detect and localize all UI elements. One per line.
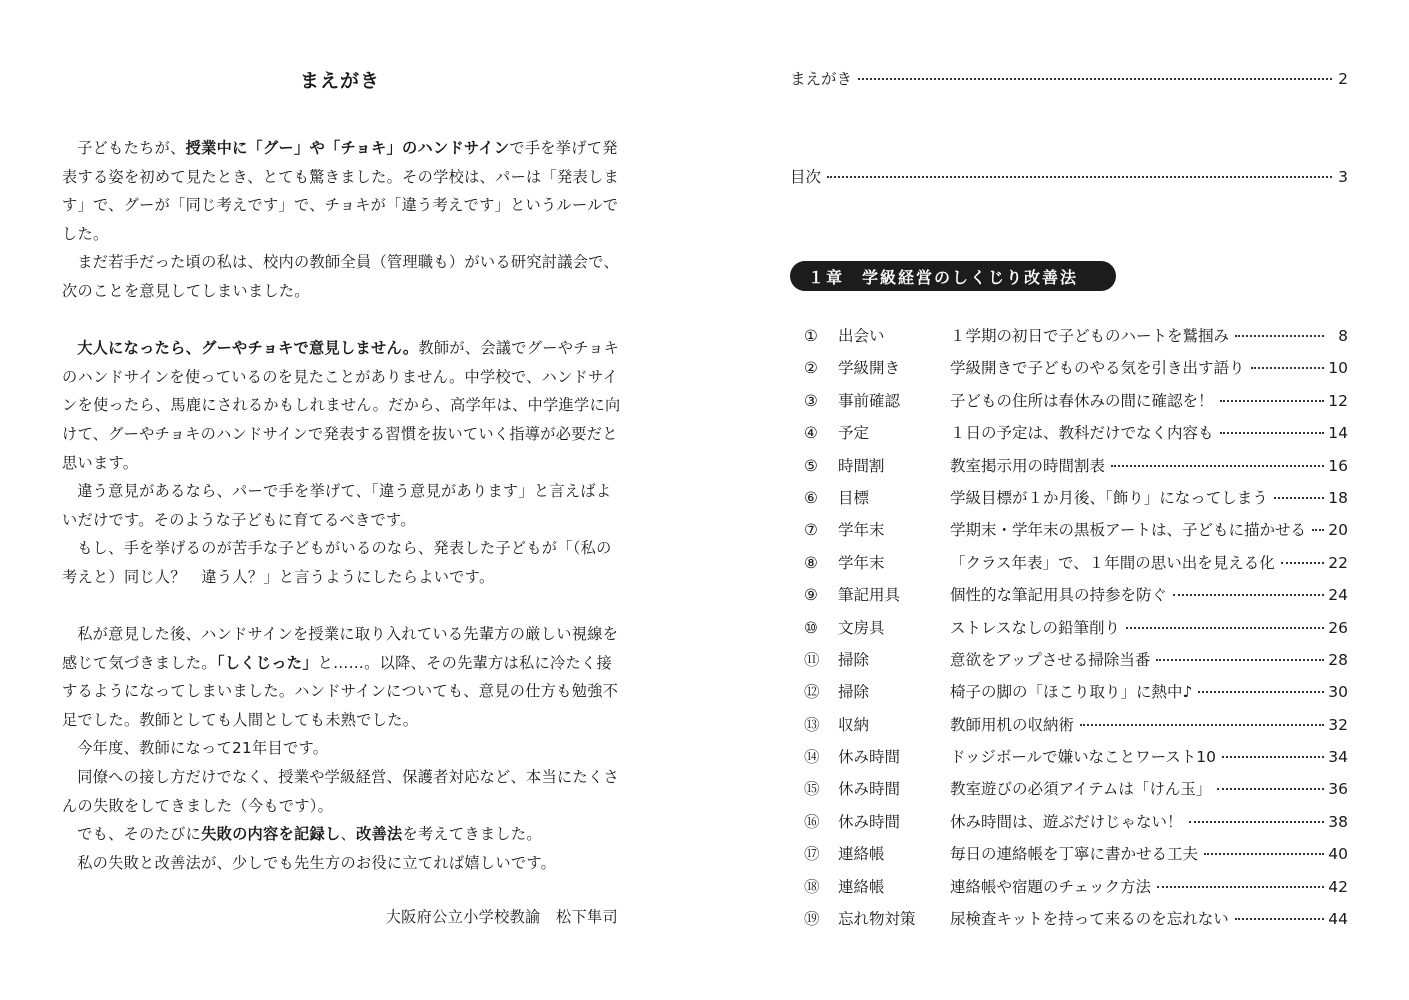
signature: 大阪府公立小学校教諭 松下隼司 (385, 908, 618, 926)
toc-entry-page: 30 (1328, 683, 1348, 702)
toc-entry-number: ⑭ (804, 748, 820, 767)
toc-front-label: 目次 (790, 168, 822, 186)
leader-dots (1235, 335, 1324, 337)
right-page (790, 0, 1350, 1000)
toc-entry-number: ⑦ (804, 521, 818, 540)
toc-entry-category: 出会い (838, 327, 885, 345)
toc-entry-title: ドッジボールで嫌いなことワースト10 (950, 748, 1217, 767)
toc-entry-title: 尿検査キットを持って来るのを忘れない (950, 910, 1229, 929)
toc-entry (790, 389, 1348, 421)
leader-dots (1222, 756, 1324, 758)
toc-entry-title: 学期末・学年末の黒板アートは、子どもに描かせる (950, 521, 1307, 540)
leader-dots (1217, 788, 1324, 790)
leader-dots (1235, 918, 1324, 920)
toc-entry-number: ⑤ (804, 456, 818, 475)
toc-entry (790, 713, 1348, 745)
toc-entry-number: ⑨ (804, 586, 818, 605)
text-run: まだ若手だった頃の私は、校内の教師全員（管理職も）がいる研究討議会で、次のことを意見してしまいました。 (62, 253, 619, 300)
left-page (62, 0, 622, 1000)
toc-entry-page: 14 (1328, 424, 1348, 443)
toc-entry-page: 32 (1328, 715, 1348, 734)
text-run: 、 (340, 825, 356, 844)
leader-dots (1220, 432, 1324, 434)
toc-list (790, 324, 1348, 939)
emphasized-text: 大人になったら、グーやチョキで意見しません。 (77, 339, 419, 358)
toc-entry-title: 個性的な筆記用具の持参を防ぐ (950, 586, 1168, 605)
leader-dots (1189, 821, 1324, 823)
text-run: と……。以降、その先輩方は私に冷たく接するようになってしまいました。ハンドサインについても、意見の仕方も勉強不足でした。教師としても人間としても未熟でした。 (62, 653, 619, 729)
leader-dots (1281, 562, 1324, 564)
leader-dots (1156, 659, 1324, 661)
preface-paragraph (62, 763, 622, 820)
toc-entry-page: 26 (1328, 618, 1348, 637)
toc-entry-category: 収納 (838, 715, 870, 734)
toc-entry-title: 「クラス年表」で、１年間の思い出を見える化 (950, 553, 1275, 572)
leader-dots (1157, 886, 1324, 888)
text-run: もし、手を挙げるのが苦手な子どもがいるのなら、発表した子どもが「（私の考えと）同じ人？ 違う人？」と言うようにしたらよいです。 (62, 539, 612, 586)
toc-entry-page: 16 (1328, 456, 1348, 475)
toc-entry (790, 583, 1348, 615)
toc-entry-page: 12 (1328, 391, 1348, 410)
toc-entry-title: ストレスなしの鉛筆削り (950, 618, 1121, 637)
toc-entry (790, 777, 1348, 809)
preface-paragraph (62, 477, 622, 534)
toc-entry-number: ⑧ (804, 553, 818, 572)
toc-entry (790, 486, 1348, 518)
toc-entry-page: 42 (1328, 877, 1348, 896)
toc-entry-category: 事前確認 (838, 391, 901, 410)
toc-entry-page: 38 (1328, 812, 1348, 831)
toc-entry-number: ⑰ (804, 845, 820, 864)
toc-entry-category: 学年末 (838, 553, 885, 572)
toc-entry (790, 421, 1348, 453)
leader-dots (1080, 724, 1324, 726)
toc-entry-title: 学級開きで子どものやる気を引き出す語り (950, 359, 1245, 378)
toc-entry (790, 454, 1348, 486)
leader-dots (1173, 594, 1324, 596)
toc-entry-category: 学級開き (838, 359, 901, 378)
toc-entry-title: １学期の初日で子どものハートを鷲掴み (950, 327, 1230, 345)
toc-entry (790, 907, 1348, 939)
toc-front-page: 3 (1338, 168, 1348, 186)
toc-entry-number: ① (804, 327, 818, 345)
toc-entry-page: 8 (1338, 327, 1348, 345)
toc-entry (790, 551, 1348, 583)
preface-paragraph (62, 734, 622, 763)
toc-entry-page: 24 (1328, 586, 1348, 605)
toc-front-entry-preface (790, 67, 1348, 89)
text-run: 教師が、会議でグーやチョキのハンドサインを使っているのを見たことがありません。中学校で、ハンドサインを使ったら、馬鹿にされるかもしれません。だから、高学年は、中学進学に向けて、グーやチョキのハンドサインで発表する習慣を抜いていく指導が必要だと思います。 (62, 339, 621, 472)
toc-entry-page: 34 (1328, 748, 1348, 767)
toc-entry (790, 616, 1348, 648)
toc-entry-title: 連絡帳や宿題のチェック方法 (950, 877, 1152, 896)
text-run: 私の失敗と改善法が、少しでも先生方のお役に立てれば嬉しいです。 (77, 853, 557, 872)
toc-entry-page: 20 (1328, 521, 1348, 540)
leader-dots (1198, 691, 1324, 693)
text-run: 子どもたちが、 (77, 139, 186, 157)
toc-entry-category: 時間割 (838, 456, 885, 475)
toc-entry-page: 36 (1328, 780, 1348, 799)
toc-entry-number: ⑲ (804, 910, 820, 929)
toc-entry (790, 745, 1348, 777)
toc-entry-title: 意欲をアップさせる掃除当番 (950, 650, 1151, 669)
toc-entry-page: 22 (1328, 553, 1348, 572)
emphasized-text: 授業中に「グー」や「チョキ」のハンドサイン (185, 139, 510, 157)
preface-paragraph (62, 248, 622, 305)
toc-entry-category: 予定 (838, 424, 870, 443)
toc-entry (790, 810, 1348, 842)
leader-dots (1312, 529, 1324, 531)
toc-entry-title: 教室掲示用の時間割表 (950, 456, 1106, 475)
preface-body (62, 134, 622, 877)
text-run: 私が意見した後、ハンドサインを授業に取り入れている先輩方の厳しい視線を感じて気づきました。 (62, 625, 619, 672)
toc-entry-number: ⑱ (804, 877, 820, 896)
toc-entry-category: 休み時間 (838, 812, 901, 831)
toc-front-label: まえがき (790, 70, 853, 88)
toc-entry-category: 目標 (838, 488, 870, 507)
toc-entry-title: 子どもの住所は春休みの間に確認を！ (950, 391, 1214, 410)
toc-entry-title: 休み時間は、遊ぶだけじゃない！ (950, 812, 1183, 831)
leader-dots (1204, 853, 1324, 855)
toc-entry-page: 40 (1328, 845, 1348, 864)
toc-entry-number: ⑥ (804, 488, 818, 507)
toc-entry (790, 680, 1348, 712)
text-run: でも、そのたびに (77, 825, 202, 844)
toc-entry-title: 毎日の連絡帳を丁寧に書かせる工夫 (950, 845, 1199, 864)
preface-paragraph (62, 849, 622, 878)
toc-entry-category: 文房具 (838, 618, 885, 637)
toc-entry-title: 学級目標が１か月後、「飾り」になってしまう (950, 488, 1268, 507)
toc-entry-category: 筆記用具 (838, 586, 901, 605)
text-run: 今年度、教師になって21年目です。 (77, 739, 329, 758)
toc-entry (790, 324, 1348, 356)
emphasized-text: 改善法 (355, 825, 403, 844)
toc-entry-category: 掃除 (838, 683, 870, 702)
preface-paragraph (62, 134, 622, 248)
toc-entry-category: 掃除 (838, 650, 870, 669)
emphasized-text: 「しくじった」 (216, 653, 318, 672)
toc-entry-title: １日の予定は、教科だけでなく内容も (950, 424, 1214, 443)
preface-paragraph (62, 334, 622, 477)
toc-entry-number: ③ (804, 391, 818, 410)
toc-entry-number: ⑩ (804, 618, 818, 637)
toc-entry-title: 教師用机の収納術 (950, 715, 1075, 734)
toc-entry-number: ④ (804, 424, 818, 443)
leader-dots (858, 78, 1332, 80)
toc-entry-category: 忘れ物対策 (838, 910, 916, 929)
leader-dots (1111, 465, 1324, 467)
toc-front-page: 2 (1338, 70, 1348, 88)
toc-entry-number: ② (804, 359, 818, 378)
text-run: で手を挙げて発表する姿を初めて見たとき、とても驚きました。その学校は、パーは「発表します」で、グーが「同じ考えです」で、チョキが「違う考えです」というルールでした。 (62, 139, 619, 243)
preface-paragraph (62, 820, 622, 849)
emphasized-text: 失敗の内容を記録し (201, 825, 341, 844)
text-run: を考えてきました。 (402, 825, 542, 844)
leader-dots (1274, 497, 1324, 499)
toc-entry-number: ⑯ (804, 812, 820, 831)
toc-front-entry-contents (790, 165, 1348, 187)
toc-entry-page: 10 (1328, 359, 1348, 378)
toc-entry-category: 学年末 (838, 521, 885, 540)
toc-entry-category: 連絡帳 (838, 877, 885, 896)
text-run: 違う意見があるなら、パーで手を挙げて、「違う意見があります」と言えばよいだけです。そのような子どもに育てるべきです。 (62, 482, 612, 529)
toc-entry-number: ⑬ (804, 715, 820, 734)
toc-entry-category: 休み時間 (838, 748, 901, 767)
toc-entry-page: 44 (1328, 910, 1348, 929)
preface-paragraph (62, 534, 622, 591)
chapter-heading: １章 学級経営のしくじり改善法 (790, 261, 1116, 291)
leader-dots (1126, 627, 1324, 629)
toc-entry-number: ⑮ (804, 780, 820, 799)
leader-dots (1251, 367, 1324, 369)
toc-entry (790, 875, 1348, 907)
toc-entry-title: 教室遊びの必須アイテムは「けん玉」 (950, 780, 1212, 799)
text-run: 同僚への接し方だけでなく、授業や学級経営、保護者対応など、本当にたくさんの失敗をしてきました（今もです）。 (62, 768, 619, 815)
toc-entry-category: 休み時間 (838, 780, 901, 799)
toc-entry-page: 28 (1328, 650, 1348, 669)
toc-entry-title: 椅子の脚の「ほこり取り」に熱中♪ (950, 683, 1193, 702)
toc-entry (790, 518, 1348, 550)
toc-entry-number: ⑫ (804, 683, 820, 702)
leader-dots (827, 176, 1332, 178)
toc-entry (790, 842, 1348, 874)
toc-entry-page: 18 (1328, 488, 1348, 507)
toc-entry (790, 648, 1348, 680)
toc-entry (790, 356, 1348, 388)
toc-entry-category: 連絡帳 (838, 845, 885, 864)
leader-dots (1220, 400, 1324, 402)
preface-title: まえがき (299, 70, 380, 92)
preface-paragraph (62, 620, 622, 734)
toc-entry-number: ⑪ (804, 650, 820, 669)
